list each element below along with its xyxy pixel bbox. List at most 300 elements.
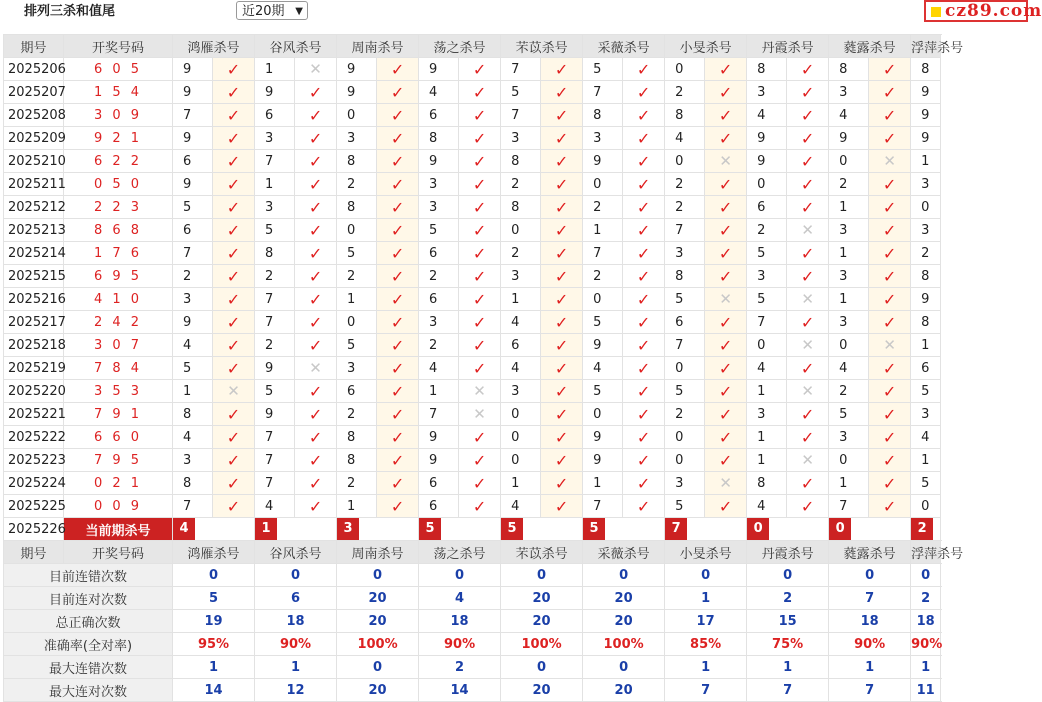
check-icon: ✓ bbox=[623, 357, 665, 380]
period-range-select[interactable] bbox=[236, 1, 308, 20]
check-icon: ✓ bbox=[787, 173, 829, 196]
check-icon: ✓ bbox=[623, 58, 665, 81]
check-icon: ✓ bbox=[459, 265, 501, 288]
logo-text: cz89.com bbox=[945, 1, 1042, 21]
check-icon: ✓ bbox=[295, 265, 337, 288]
check-icon: ✓ bbox=[459, 58, 501, 81]
check-icon: ✓ bbox=[295, 449, 337, 472]
kill-value-cell: 9 bbox=[419, 426, 459, 449]
kill-value-cell: 6 bbox=[255, 104, 295, 127]
draw-number-cell: 7 9 1 bbox=[64, 403, 173, 426]
kill-value-cell: 1 bbox=[747, 449, 787, 472]
kill-value-cell: 4 bbox=[419, 81, 459, 104]
kill-value-cell: 3 bbox=[173, 449, 213, 472]
check-icon: ✓ bbox=[623, 472, 665, 495]
current-kill-value: 1 bbox=[255, 518, 277, 540]
check-icon: ✓ bbox=[213, 403, 255, 426]
kill-value-cell: 1 bbox=[829, 242, 869, 265]
kill-value-cell: 8 bbox=[501, 196, 541, 219]
kill-value-cell: 3 bbox=[829, 311, 869, 334]
kill-value-cell: 9 bbox=[911, 104, 941, 127]
cross-icon: ✕ bbox=[295, 357, 337, 380]
kill-value-cell: 2 bbox=[337, 403, 377, 426]
cross-icon: ✕ bbox=[787, 334, 829, 357]
kill-value-cell: 3 bbox=[337, 357, 377, 380]
cross-icon: ✕ bbox=[213, 380, 255, 403]
table-row bbox=[4, 334, 941, 357]
kill-value-cell: 8 bbox=[419, 127, 459, 150]
stat-value: 20 bbox=[501, 587, 583, 610]
kill-value-cell: 9 bbox=[747, 127, 787, 150]
check-icon: ✓ bbox=[295, 196, 337, 219]
kill-value-cell: 9 bbox=[173, 311, 213, 334]
kill-value-cell: 8 bbox=[829, 58, 869, 81]
stat-label: 最大连错次数 bbox=[4, 656, 173, 679]
check-icon: ✓ bbox=[377, 58, 419, 81]
stat-value: 0 bbox=[501, 656, 583, 679]
kill-value-cell: 6 bbox=[911, 357, 941, 380]
kill-value-cell: 2 bbox=[337, 472, 377, 495]
kill-value-cell: 3 bbox=[255, 196, 295, 219]
stat-row bbox=[4, 679, 941, 702]
kill-value-cell: 9 bbox=[829, 127, 869, 150]
stat-value: 20 bbox=[583, 587, 665, 610]
table-row bbox=[4, 81, 941, 104]
kill-value-cell: 7 bbox=[829, 495, 869, 518]
kill-value-cell: 8 bbox=[337, 150, 377, 173]
kill-value-cell: 2 bbox=[829, 173, 869, 196]
kill-value-cell: 3 bbox=[911, 173, 941, 196]
check-icon: ✓ bbox=[459, 81, 501, 104]
table-row bbox=[4, 58, 941, 81]
kill-value-cell: 9 bbox=[583, 334, 623, 357]
kill-value-cell: 5 bbox=[501, 81, 541, 104]
period-cell: 2025207 bbox=[4, 81, 64, 104]
table-row bbox=[4, 265, 941, 288]
current-kill-value: 5 bbox=[583, 518, 605, 540]
check-icon: ✓ bbox=[459, 104, 501, 127]
kill-value-cell: 0 bbox=[501, 403, 541, 426]
kill-value-cell: 9 bbox=[583, 150, 623, 173]
check-icon: ✓ bbox=[459, 150, 501, 173]
period-cell: 2025220 bbox=[4, 380, 64, 403]
kill-value-cell: 8 bbox=[337, 449, 377, 472]
check-icon: ✓ bbox=[541, 219, 583, 242]
kill-value-cell: 8 bbox=[501, 150, 541, 173]
draw-number-cell: 3 0 7 bbox=[64, 334, 173, 357]
check-icon: ✓ bbox=[459, 426, 501, 449]
stat-value: 0 bbox=[911, 564, 941, 587]
check-icon: ✓ bbox=[623, 288, 665, 311]
kill-value-cell: 3 bbox=[747, 265, 787, 288]
col-header-expert: 小旻杀号 bbox=[665, 35, 747, 58]
kill-value-cell: 2 bbox=[665, 403, 705, 426]
stat-value: 100% bbox=[501, 633, 583, 656]
check-icon: ✓ bbox=[705, 380, 747, 403]
check-icon: ✓ bbox=[869, 472, 911, 495]
kill-value-cell: 7 bbox=[255, 311, 295, 334]
draw-number-cell: 3 0 9 bbox=[64, 104, 173, 127]
kill-value-cell: 5 bbox=[829, 403, 869, 426]
check-icon: ✓ bbox=[705, 173, 747, 196]
kill-value-cell: 3 bbox=[419, 196, 459, 219]
cross-icon: ✕ bbox=[459, 403, 501, 426]
header-row bbox=[4, 35, 941, 58]
check-icon: ✓ bbox=[295, 495, 337, 518]
stat-value: 2 bbox=[911, 587, 941, 610]
kill-value-cell: 7 bbox=[583, 495, 623, 518]
kill-value-cell: 0 bbox=[337, 311, 377, 334]
period-cell: 2025210 bbox=[4, 150, 64, 173]
period-cell: 2025217 bbox=[4, 311, 64, 334]
kill-value-cell: 9 bbox=[419, 58, 459, 81]
period-cell: 2025224 bbox=[4, 472, 64, 495]
current-kill-cell bbox=[829, 518, 911, 541]
check-icon: ✓ bbox=[295, 150, 337, 173]
stat-value: 0 bbox=[337, 656, 419, 679]
kill-value-cell: 5 bbox=[583, 380, 623, 403]
check-icon: ✓ bbox=[295, 472, 337, 495]
check-icon: ✓ bbox=[213, 173, 255, 196]
kill-value-cell: 4 bbox=[829, 104, 869, 127]
stat-row bbox=[4, 564, 941, 587]
check-icon: ✓ bbox=[295, 219, 337, 242]
period-cell: 2025216 bbox=[4, 288, 64, 311]
kill-value-cell: 9 bbox=[173, 127, 213, 150]
kill-value-cell: 5 bbox=[911, 472, 941, 495]
period-cell: 2025215 bbox=[4, 265, 64, 288]
check-icon: ✓ bbox=[705, 311, 747, 334]
kill-value-cell: 1 bbox=[911, 334, 941, 357]
cross-icon: ✕ bbox=[705, 472, 747, 495]
kill-value-cell: 0 bbox=[501, 219, 541, 242]
col-header-expert: 丹霞杀号 bbox=[747, 35, 829, 58]
check-icon: ✓ bbox=[541, 426, 583, 449]
check-icon: ✓ bbox=[869, 104, 911, 127]
kill-value-cell: 2 bbox=[747, 219, 787, 242]
kill-value-cell: 1 bbox=[173, 380, 213, 403]
kill-value-cell: 7 bbox=[501, 58, 541, 81]
col-header-expert: 芣苡杀号 bbox=[501, 35, 583, 58]
kill-value-cell: 3 bbox=[419, 173, 459, 196]
stat-value: 85% bbox=[665, 633, 747, 656]
period-cell: 2025222 bbox=[4, 426, 64, 449]
check-icon: ✓ bbox=[623, 104, 665, 127]
current-period-cell: 2025226 bbox=[4, 518, 64, 541]
period-cell: 2025208 bbox=[4, 104, 64, 127]
check-icon: ✓ bbox=[459, 334, 501, 357]
kill-value-cell: 4 bbox=[501, 495, 541, 518]
stat-value: 90% bbox=[255, 633, 337, 656]
check-icon: ✓ bbox=[377, 380, 419, 403]
stat-value: 20 bbox=[501, 679, 583, 702]
stat-value: 0 bbox=[255, 564, 337, 587]
kill-value-cell: 0 bbox=[665, 357, 705, 380]
kill-value-cell: 5 bbox=[747, 242, 787, 265]
check-icon: ✓ bbox=[459, 173, 501, 196]
check-icon: ✓ bbox=[213, 495, 255, 518]
check-icon: ✓ bbox=[705, 403, 747, 426]
kill-value-cell: 1 bbox=[583, 472, 623, 495]
table-row bbox=[4, 196, 941, 219]
stat-value: 0 bbox=[337, 564, 419, 587]
col-header-expert: 鸿雁杀号 bbox=[173, 35, 255, 58]
check-icon: ✓ bbox=[459, 495, 501, 518]
kill-value-cell: 9 bbox=[419, 449, 459, 472]
kill-value-cell: 3 bbox=[911, 219, 941, 242]
kill-value-cell: 1 bbox=[829, 472, 869, 495]
kill-value-cell: 8 bbox=[747, 58, 787, 81]
draw-number-cell: 0 5 0 bbox=[64, 173, 173, 196]
stat-value: 19 bbox=[173, 610, 255, 633]
stat-value: 12 bbox=[255, 679, 337, 702]
check-icon: ✓ bbox=[705, 449, 747, 472]
check-icon: ✓ bbox=[787, 426, 829, 449]
kill-value-cell: 2 bbox=[419, 334, 459, 357]
stat-value: 1 bbox=[665, 656, 747, 679]
col-header-expert: 丹霞杀号 bbox=[747, 541, 829, 564]
period-cell: 2025219 bbox=[4, 357, 64, 380]
kill-value-cell: 2 bbox=[583, 196, 623, 219]
kill-value-cell: 1 bbox=[911, 150, 941, 173]
kill-value-cell: 6 bbox=[337, 380, 377, 403]
stat-label: 总正确次数 bbox=[4, 610, 173, 633]
site-logo[interactable] bbox=[924, 0, 1042, 22]
kill-value-cell: 1 bbox=[255, 58, 295, 81]
kill-value-cell: 5 bbox=[255, 380, 295, 403]
check-icon: ✓ bbox=[623, 81, 665, 104]
kill-value-cell: 1 bbox=[501, 288, 541, 311]
col-header-expert: 谷风杀号 bbox=[255, 541, 337, 564]
kill-value-cell: 2 bbox=[911, 242, 941, 265]
check-icon: ✓ bbox=[705, 81, 747, 104]
col-header-expert: 芣苡杀号 bbox=[501, 541, 583, 564]
cross-icon: ✕ bbox=[459, 380, 501, 403]
kill-value-cell: 9 bbox=[173, 173, 213, 196]
kill-value-cell: 4 bbox=[583, 357, 623, 380]
kill-value-cell: 9 bbox=[419, 150, 459, 173]
header-row bbox=[4, 541, 941, 564]
stat-value: 0 bbox=[829, 564, 911, 587]
stat-value: 1 bbox=[173, 656, 255, 679]
check-icon: ✓ bbox=[541, 311, 583, 334]
kill-value-cell: 0 bbox=[583, 403, 623, 426]
kill-value-cell: 7 bbox=[255, 449, 295, 472]
kill-value-cell: 6 bbox=[419, 104, 459, 127]
logo-square-icon bbox=[931, 7, 941, 17]
check-icon: ✓ bbox=[213, 472, 255, 495]
check-icon: ✓ bbox=[377, 357, 419, 380]
kill-value-cell: 2 bbox=[255, 265, 295, 288]
kill-value-cell: 5 bbox=[173, 196, 213, 219]
table-row bbox=[4, 219, 941, 242]
kill-value-cell: 4 bbox=[829, 357, 869, 380]
kill-value-cell: 4 bbox=[501, 311, 541, 334]
draw-number-cell: 8 6 8 bbox=[64, 219, 173, 242]
kill-value-cell: 9 bbox=[255, 403, 295, 426]
check-icon: ✓ bbox=[705, 495, 747, 518]
check-icon: ✓ bbox=[377, 495, 419, 518]
stat-value: 0 bbox=[173, 564, 255, 587]
stat-value: 1 bbox=[747, 656, 829, 679]
kill-value-cell: 7 bbox=[501, 104, 541, 127]
current-kill-value: 2 bbox=[911, 518, 933, 540]
stat-label: 目前连错次数 bbox=[4, 564, 173, 587]
kill-value-cell: 3 bbox=[665, 472, 705, 495]
kill-value-cell: 4 bbox=[501, 357, 541, 380]
table-row bbox=[4, 380, 941, 403]
cross-icon: ✕ bbox=[869, 150, 911, 173]
kill-value-cell: 3 bbox=[829, 426, 869, 449]
current-kill-value: 3 bbox=[337, 518, 359, 540]
kill-value-cell: 4 bbox=[665, 127, 705, 150]
check-icon: ✓ bbox=[869, 265, 911, 288]
kill-value-cell: 5 bbox=[173, 357, 213, 380]
draw-number-cell: 2 4 2 bbox=[64, 311, 173, 334]
kill-value-cell: 9 bbox=[747, 150, 787, 173]
check-icon: ✓ bbox=[787, 150, 829, 173]
table-row bbox=[4, 127, 941, 150]
kill-value-cell: 4 bbox=[747, 357, 787, 380]
draw-number-cell: 0 2 1 bbox=[64, 472, 173, 495]
stat-value: 1 bbox=[829, 656, 911, 679]
stat-value: 20 bbox=[337, 679, 419, 702]
check-icon: ✓ bbox=[787, 104, 829, 127]
col-header-expert: 谷风杀号 bbox=[255, 35, 337, 58]
check-icon: ✓ bbox=[213, 242, 255, 265]
check-icon: ✓ bbox=[869, 196, 911, 219]
kill-value-cell: 0 bbox=[337, 219, 377, 242]
kill-value-cell: 7 bbox=[255, 288, 295, 311]
stat-value: 5 bbox=[173, 587, 255, 610]
kill-value-cell: 2 bbox=[665, 81, 705, 104]
stat-value: 7 bbox=[747, 679, 829, 702]
check-icon: ✓ bbox=[377, 242, 419, 265]
check-icon: ✓ bbox=[213, 334, 255, 357]
stat-value: 0 bbox=[583, 564, 665, 587]
col-header-expert: 浮萍杀号 bbox=[911, 541, 941, 564]
stat-value: 1 bbox=[665, 587, 747, 610]
current-kill-value: 7 bbox=[665, 518, 687, 540]
kill-value-cell: 3 bbox=[255, 127, 295, 150]
current-kill-cell bbox=[173, 518, 255, 541]
kill-value-cell: 3 bbox=[911, 403, 941, 426]
table-row bbox=[4, 104, 941, 127]
kill-value-cell: 0 bbox=[583, 288, 623, 311]
check-icon: ✓ bbox=[705, 196, 747, 219]
draw-number-cell: 3 5 3 bbox=[64, 380, 173, 403]
kill-value-cell: 1 bbox=[747, 426, 787, 449]
kill-value-cell: 1 bbox=[337, 495, 377, 518]
check-icon: ✓ bbox=[295, 104, 337, 127]
col-header-expert: 鸿雁杀号 bbox=[173, 541, 255, 564]
kill-value-cell: 4 bbox=[173, 334, 213, 357]
stat-value: 0 bbox=[501, 564, 583, 587]
check-icon: ✓ bbox=[787, 403, 829, 426]
period-cell: 2025223 bbox=[4, 449, 64, 472]
check-icon: ✓ bbox=[541, 150, 583, 173]
kill-value-cell: 7 bbox=[747, 311, 787, 334]
stat-label: 准确率(全对率) bbox=[4, 633, 173, 656]
kill-value-cell: 9 bbox=[583, 426, 623, 449]
check-icon: ✓ bbox=[869, 311, 911, 334]
period-cell: 2025206 bbox=[4, 58, 64, 81]
check-icon: ✓ bbox=[787, 472, 829, 495]
check-icon: ✓ bbox=[541, 472, 583, 495]
chevron-down-icon: ▼ bbox=[295, 6, 303, 17]
stat-value: 100% bbox=[583, 633, 665, 656]
stat-value: 20 bbox=[583, 679, 665, 702]
kill-value-cell: 3 bbox=[829, 219, 869, 242]
col-header-period: 期号 bbox=[4, 541, 64, 564]
stat-value: 6 bbox=[255, 587, 337, 610]
cross-icon: ✕ bbox=[787, 380, 829, 403]
check-icon: ✓ bbox=[541, 449, 583, 472]
check-icon: ✓ bbox=[787, 196, 829, 219]
check-icon: ✓ bbox=[787, 127, 829, 150]
kill-value-cell: 0 bbox=[829, 334, 869, 357]
kill-value-cell: 2 bbox=[501, 242, 541, 265]
check-icon: ✓ bbox=[213, 196, 255, 219]
check-icon: ✓ bbox=[787, 242, 829, 265]
current-kill-value: 5 bbox=[419, 518, 441, 540]
kill-value-cell: 0 bbox=[747, 173, 787, 196]
check-icon: ✓ bbox=[377, 334, 419, 357]
stat-value: 15 bbox=[747, 610, 829, 633]
kill-value-cell: 0 bbox=[747, 334, 787, 357]
check-icon: ✓ bbox=[787, 311, 829, 334]
kill-value-cell: 8 bbox=[665, 265, 705, 288]
check-icon: ✓ bbox=[541, 81, 583, 104]
kill-value-cell: 3 bbox=[747, 403, 787, 426]
cross-icon: ✕ bbox=[787, 219, 829, 242]
check-icon: ✓ bbox=[295, 334, 337, 357]
kill-value-cell: 2 bbox=[829, 380, 869, 403]
check-icon: ✓ bbox=[623, 380, 665, 403]
col-header-draw: 开奖号码 bbox=[64, 541, 173, 564]
check-icon: ✓ bbox=[869, 58, 911, 81]
col-header-expert: 采薇杀号 bbox=[583, 541, 665, 564]
draw-number-cell: 7 9 5 bbox=[64, 449, 173, 472]
kill-value-cell: 5 bbox=[337, 242, 377, 265]
kill-value-cell: 9 bbox=[173, 58, 213, 81]
check-icon: ✓ bbox=[295, 311, 337, 334]
check-icon: ✓ bbox=[377, 196, 419, 219]
col-header-expert: 蕤露杀号 bbox=[829, 541, 911, 564]
col-header-expert: 荡之杀号 bbox=[419, 35, 501, 58]
kill-value-cell: 2 bbox=[173, 265, 213, 288]
kill-value-cell: 0 bbox=[665, 150, 705, 173]
stat-value: 18 bbox=[911, 610, 941, 633]
kill-value-cell: 8 bbox=[173, 472, 213, 495]
check-icon: ✓ bbox=[459, 196, 501, 219]
check-icon: ✓ bbox=[623, 311, 665, 334]
check-icon: ✓ bbox=[295, 81, 337, 104]
kill-value-cell: 9 bbox=[337, 81, 377, 104]
check-icon: ✓ bbox=[213, 150, 255, 173]
stat-value: 20 bbox=[337, 587, 419, 610]
table-row bbox=[4, 242, 941, 265]
col-header-expert: 周南杀号 bbox=[337, 35, 419, 58]
table-row bbox=[4, 472, 941, 495]
kill-value-cell: 2 bbox=[583, 265, 623, 288]
check-icon: ✓ bbox=[459, 449, 501, 472]
check-icon: ✓ bbox=[541, 334, 583, 357]
check-icon: ✓ bbox=[705, 426, 747, 449]
kill-value-cell: 5 bbox=[583, 311, 623, 334]
kill-value-cell: 5 bbox=[583, 58, 623, 81]
kill-value-cell: 7 bbox=[583, 242, 623, 265]
